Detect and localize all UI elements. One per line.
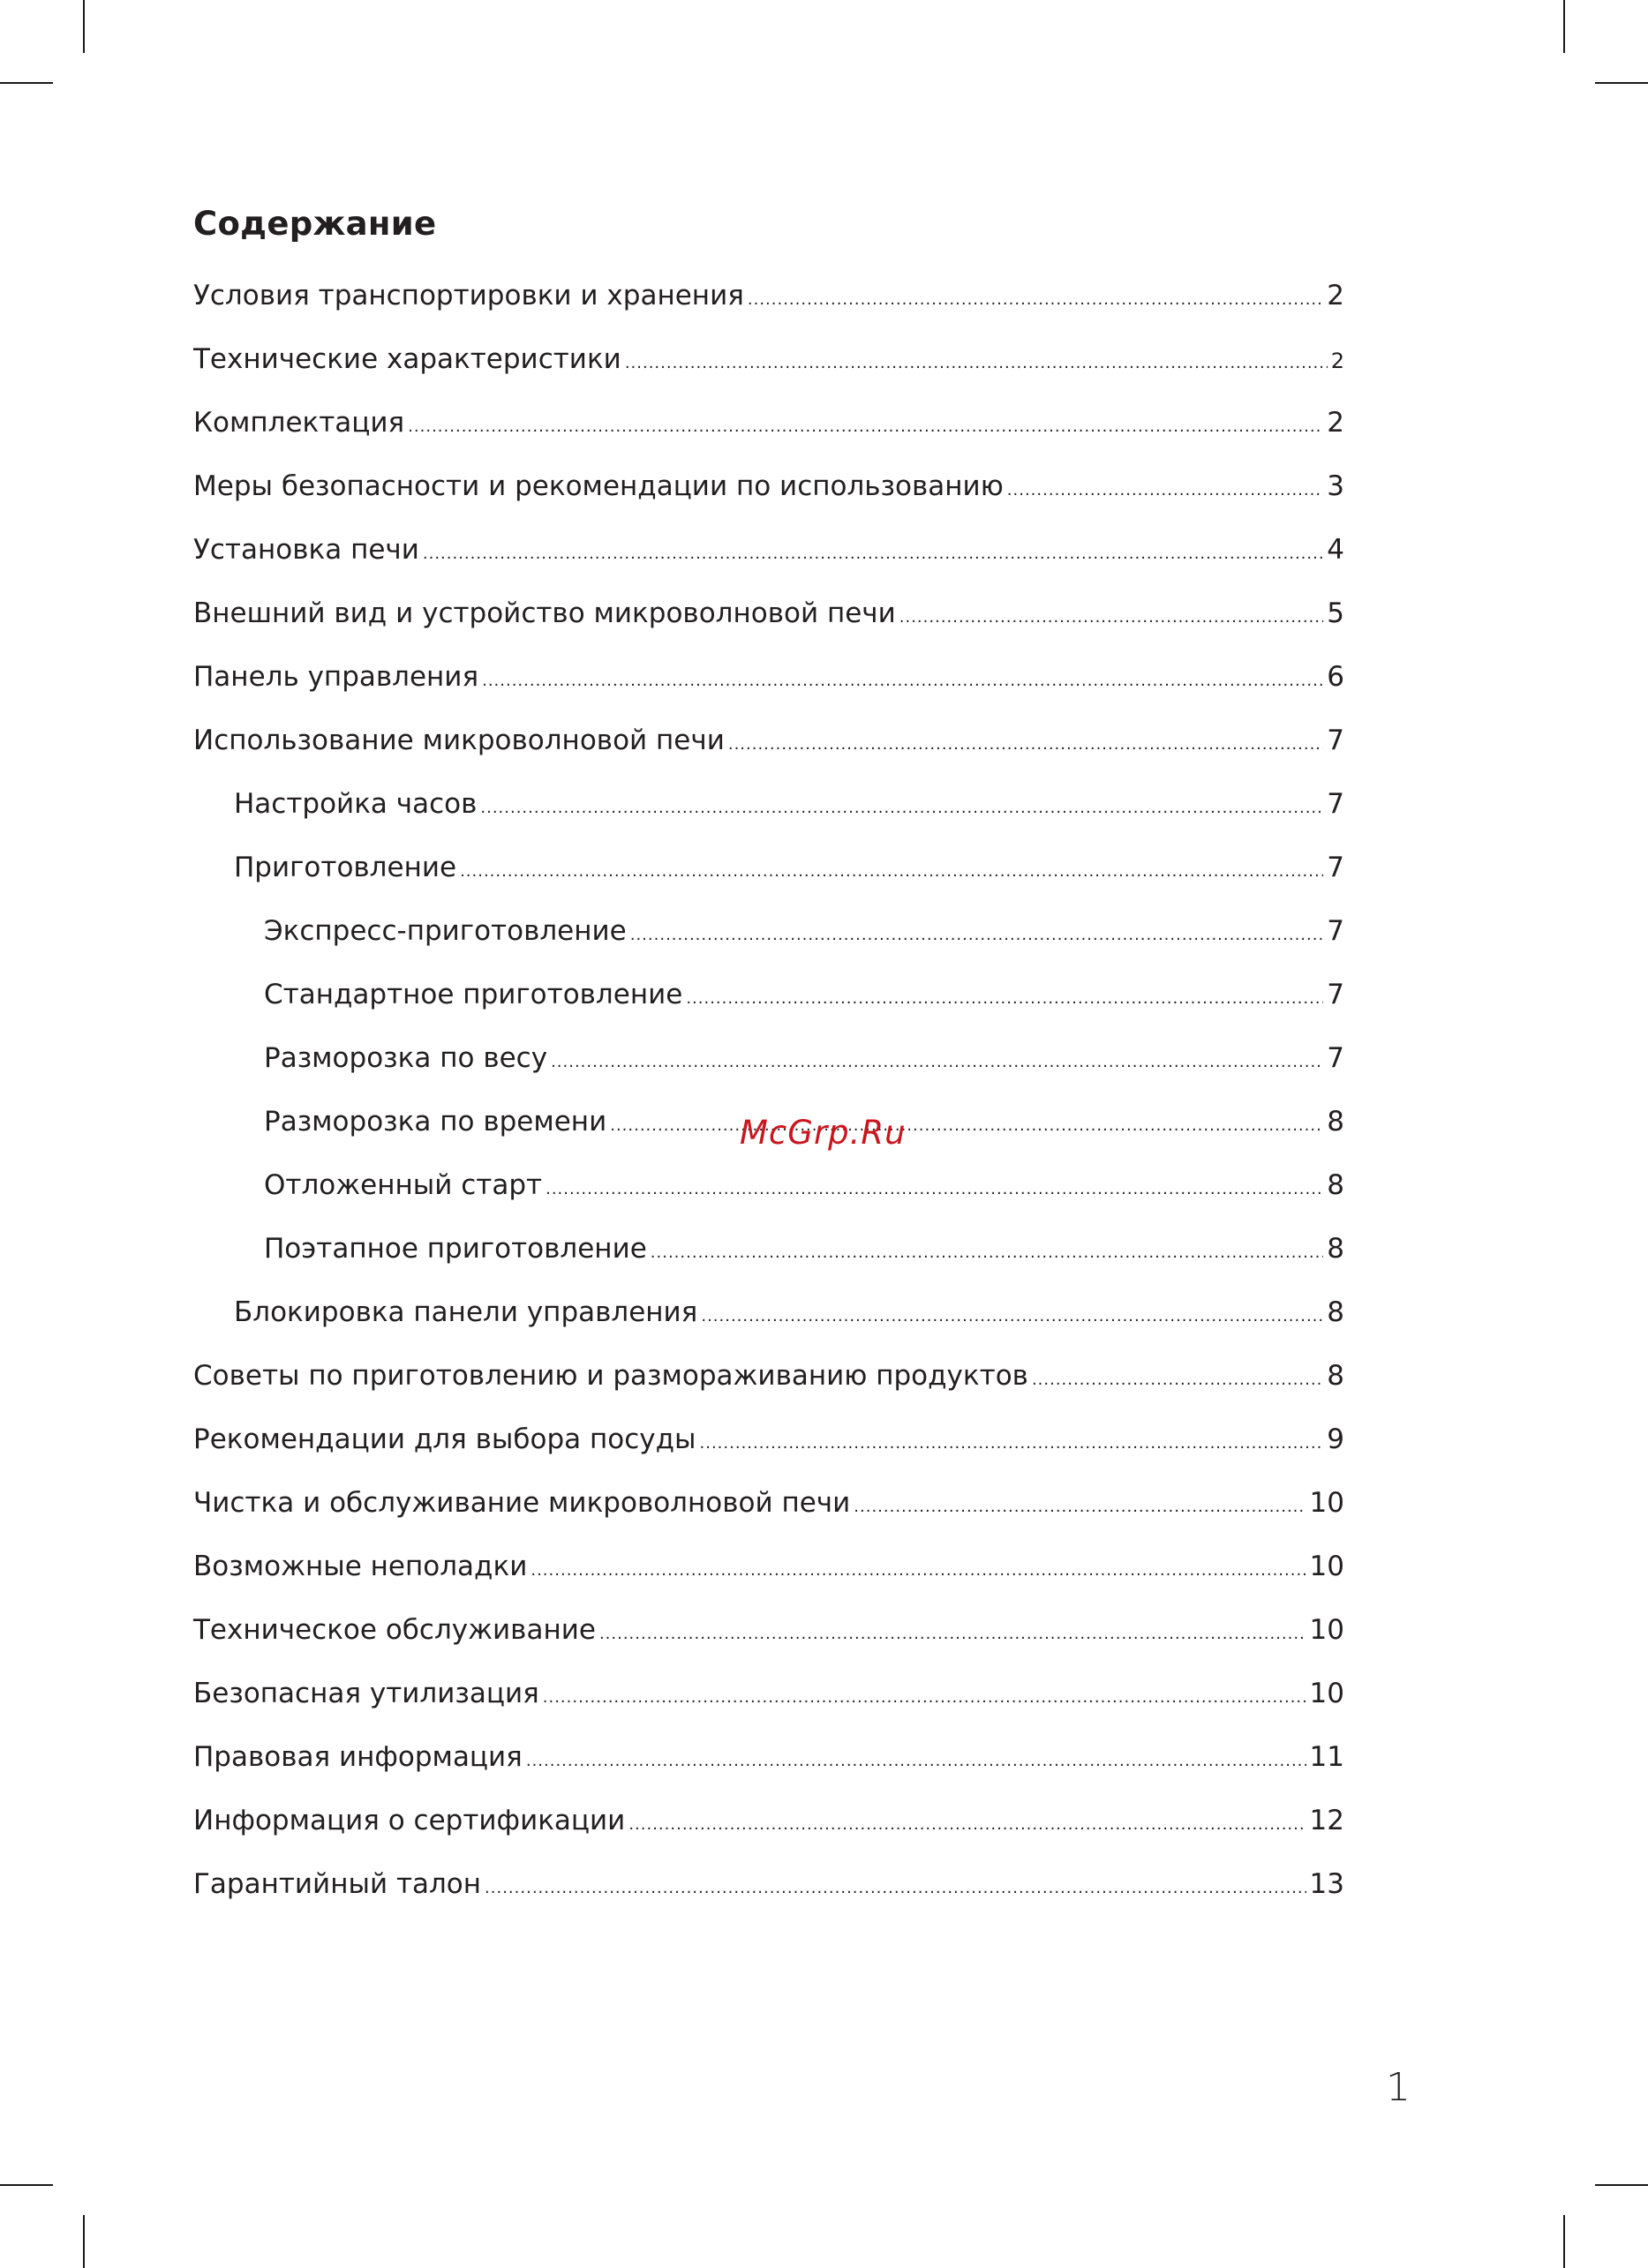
toc-entry-page: 13 bbox=[1309, 1868, 1344, 1900]
toc-entry[interactable] bbox=[193, 645, 1344, 709]
toc-entry-label: Стандартное приготовление bbox=[264, 979, 683, 1010]
toc-entry[interactable] bbox=[193, 1153, 1344, 1217]
dot-leader bbox=[728, 713, 1323, 777]
dot-leader bbox=[651, 1221, 1323, 1285]
toc-entry[interactable] bbox=[193, 1280, 1344, 1344]
dot-leader bbox=[686, 967, 1323, 1031]
crop-mark bbox=[83, 2215, 85, 2268]
toc-entry-label: Отложенный старт bbox=[264, 1169, 543, 1201]
toc-entry[interactable] bbox=[193, 1535, 1344, 1598]
toc-entry-label: Условия транспортировки и хранения bbox=[193, 280, 744, 312]
toc-entry[interactable] bbox=[193, 1725, 1344, 1789]
dot-leader bbox=[482, 650, 1323, 713]
toc-entry-page: 12 bbox=[1309, 1805, 1344, 1836]
dot-leader bbox=[480, 777, 1323, 840]
dot-leader bbox=[546, 1158, 1323, 1221]
toc-entry-label: Советы по приготовлению и размораживанию продуктов bbox=[193, 1360, 1028, 1392]
toc-entry-page: 8 bbox=[1327, 1169, 1344, 1201]
toc-entry[interactable] bbox=[193, 1408, 1344, 1471]
dot-leader bbox=[599, 1603, 1306, 1666]
dot-leader bbox=[628, 1793, 1306, 1857]
crop-mark bbox=[0, 2184, 53, 2186]
toc-entry-page: 10 bbox=[1309, 1487, 1344, 1519]
toc-entry-label: Поэтапное приготовление bbox=[264, 1233, 647, 1265]
watermark: McGrp.Ru bbox=[740, 1114, 907, 1152]
dot-leader bbox=[531, 1539, 1306, 1603]
toc-entry-label: Чистка и обслуживание микроволновой печи bbox=[193, 1487, 851, 1519]
toc-entry-label: Экспресс-приготовление bbox=[264, 915, 627, 947]
toc-entry-label: Гарантийный талон bbox=[193, 1868, 482, 1900]
toc-entry-label: Безопасная утилизация bbox=[193, 1678, 539, 1709]
toc-entry-page: 2 bbox=[1327, 280, 1344, 312]
dot-leader bbox=[610, 1094, 1323, 1158]
dot-leader bbox=[543, 1666, 1306, 1730]
toc-title: Содержание bbox=[193, 205, 437, 243]
toc-entry-label: Установка печи bbox=[193, 534, 419, 566]
dot-leader bbox=[551, 1031, 1323, 1094]
toc-entry-label: Комплектация bbox=[193, 407, 405, 439]
toc-entry-label: Технические характеристики bbox=[193, 343, 621, 375]
toc-entry-label: Настройка часов bbox=[234, 788, 478, 820]
toc-entry-page: 7 bbox=[1327, 852, 1344, 883]
dot-leader bbox=[630, 904, 1324, 967]
toc-entry-page: 7 bbox=[1327, 979, 1344, 1010]
toc-entry-label: Разморозка по времени bbox=[264, 1106, 607, 1138]
toc-entry[interactable] bbox=[193, 454, 1344, 518]
toc-entry-label: Приготовление bbox=[234, 852, 457, 883]
toc-entry-page: 8 bbox=[1327, 1360, 1344, 1392]
dot-leader bbox=[899, 586, 1324, 650]
toc-entry[interactable] bbox=[193, 963, 1344, 1026]
crop-mark bbox=[1595, 2184, 1648, 2186]
toc-list bbox=[193, 264, 1344, 1916]
toc-entry-page: 11 bbox=[1309, 1741, 1344, 1773]
toc-entry[interactable] bbox=[193, 1471, 1344, 1535]
toc-entry-page: 2 bbox=[1327, 407, 1344, 439]
dot-leader bbox=[625, 332, 1328, 395]
toc-entry-page: 4 bbox=[1327, 534, 1344, 566]
toc-entry-page: 9 bbox=[1327, 1423, 1344, 1455]
toc-entry[interactable] bbox=[193, 327, 1344, 391]
toc-entry-label: Меры безопасности и рекомендации по использованию bbox=[193, 470, 1004, 502]
toc-entry-label: Информация о сертификации bbox=[193, 1805, 626, 1836]
toc-entry[interactable] bbox=[193, 391, 1344, 454]
dot-leader bbox=[701, 1285, 1323, 1348]
crop-mark bbox=[1563, 0, 1565, 53]
crop-mark bbox=[1595, 82, 1648, 84]
page-number: 1 bbox=[1386, 2065, 1411, 2110]
dot-leader bbox=[1032, 1348, 1323, 1412]
toc-entry[interactable] bbox=[193, 1662, 1344, 1725]
table-of-contents bbox=[193, 201, 1344, 1916]
toc-entry[interactable] bbox=[193, 264, 1344, 327]
toc-entry-label: Возможные неполадки bbox=[193, 1551, 528, 1582]
toc-entry-page: 7 bbox=[1327, 725, 1344, 756]
toc-entry-label: Панель управления bbox=[193, 661, 479, 693]
dot-leader bbox=[748, 268, 1323, 332]
toc-entry[interactable] bbox=[193, 899, 1344, 963]
toc-entry-label: Использование микроволновой печи bbox=[193, 725, 725, 756]
toc-entry[interactable] bbox=[193, 1344, 1344, 1408]
toc-entry-page: 6 bbox=[1327, 661, 1344, 693]
dot-leader bbox=[423, 522, 1323, 586]
toc-entry-page: 10 bbox=[1309, 1614, 1344, 1646]
toc-entry[interactable] bbox=[193, 1026, 1344, 1090]
toc-entry[interactable] bbox=[193, 518, 1344, 582]
crop-mark bbox=[0, 82, 53, 84]
toc-entry-label: Внешний вид и устройство микроволновой печи bbox=[193, 597, 896, 629]
crop-mark bbox=[1563, 2215, 1565, 2268]
toc-entry-page: 7 bbox=[1327, 1042, 1344, 1074]
toc-entry-page: 5 bbox=[1327, 597, 1344, 629]
dot-leader bbox=[460, 840, 1323, 904]
toc-entry-page: 7 bbox=[1327, 915, 1344, 947]
toc-entry-label: Разморозка по весу bbox=[264, 1042, 548, 1074]
toc-entry-page: 10 bbox=[1309, 1551, 1344, 1582]
toc-entry-page: 8 bbox=[1327, 1296, 1344, 1328]
toc-entry-page: 2 bbox=[1330, 349, 1344, 373]
dot-leader bbox=[526, 1730, 1306, 1793]
toc-entry[interactable] bbox=[193, 772, 1344, 836]
toc-entry-page: 10 bbox=[1309, 1678, 1344, 1709]
dot-leader bbox=[408, 395, 1323, 459]
crop-mark bbox=[83, 0, 85, 53]
toc-entry-label: Рекомендации для выбора посуды bbox=[193, 1423, 696, 1455]
toc-entry[interactable] bbox=[193, 1852, 1344, 1916]
toc-entry-label: Техническое обслуживание bbox=[193, 1614, 596, 1646]
toc-entry-page: 8 bbox=[1327, 1233, 1344, 1265]
dot-leader bbox=[854, 1476, 1306, 1539]
dot-leader bbox=[1007, 459, 1323, 522]
toc-entry[interactable] bbox=[193, 1598, 1344, 1662]
toc-entry-page: 3 bbox=[1327, 470, 1344, 502]
toc-entry[interactable] bbox=[193, 1217, 1344, 1280]
toc-entry-page: 7 bbox=[1327, 788, 1344, 820]
dot-leader bbox=[700, 1412, 1324, 1476]
toc-entry-label: Блокировка панели управления bbox=[234, 1296, 698, 1328]
toc-entry[interactable] bbox=[193, 582, 1344, 645]
dot-leader bbox=[485, 1857, 1306, 1920]
toc-entry-label: Правовая информация bbox=[193, 1741, 523, 1773]
toc-entry[interactable] bbox=[193, 709, 1344, 772]
toc-entry-page: 8 bbox=[1327, 1106, 1344, 1138]
toc-entry[interactable] bbox=[193, 836, 1344, 899]
toc-entry[interactable] bbox=[193, 1789, 1344, 1852]
